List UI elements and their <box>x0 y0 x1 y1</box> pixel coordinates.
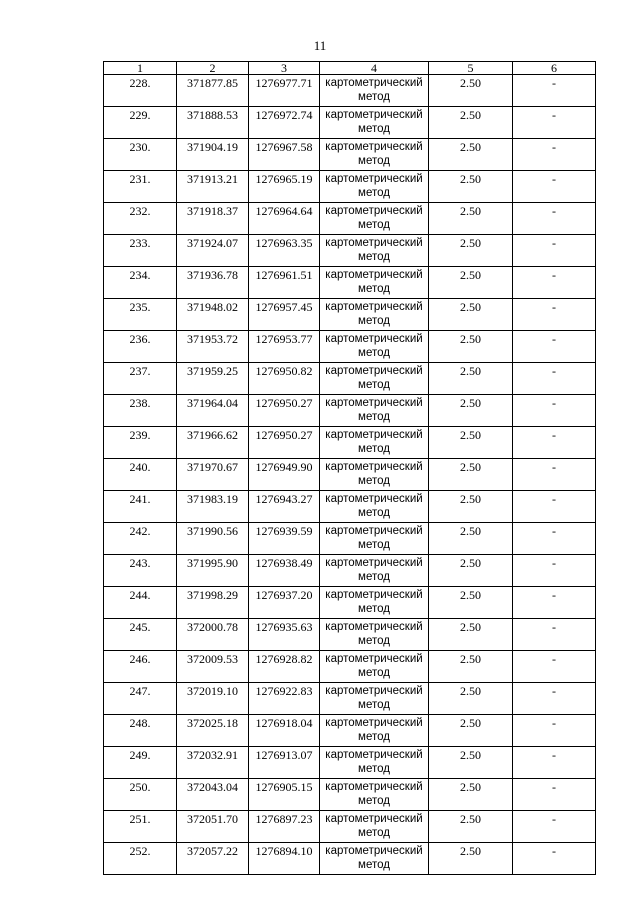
y-coordinate-cell: 1276918.04 <box>249 715 320 747</box>
x-coordinate-cell: 371888.53 <box>177 107 249 139</box>
method-cell: картометрический метод <box>320 811 429 843</box>
accuracy-cell: 2.50 <box>429 523 513 555</box>
description-cell: - <box>513 523 596 555</box>
accuracy-cell: 2.50 <box>429 651 513 683</box>
point-number-cell: 229. <box>104 107 177 139</box>
x-coordinate-cell: 371877.85 <box>177 75 249 107</box>
method-cell: картометрический метод <box>320 779 429 811</box>
accuracy-cell: 2.50 <box>429 459 513 491</box>
header-row <box>104 62 596 75</box>
description-cell: - <box>513 139 596 171</box>
description-cell: - <box>513 363 596 395</box>
y-coordinate-cell: 1276963.35 <box>249 235 320 267</box>
y-coordinate-cell: 1276897.23 <box>249 811 320 843</box>
method-cell: картометрический метод <box>320 683 429 715</box>
accuracy-cell: 2.50 <box>429 235 513 267</box>
accuracy-cell: 2.50 <box>429 747 513 779</box>
description-cell: - <box>513 299 596 331</box>
y-coordinate-cell: 1276937.20 <box>249 587 320 619</box>
table-row <box>104 555 596 587</box>
method-cell: картометрический метод <box>320 171 429 203</box>
y-coordinate-cell: 1276894.10 <box>249 843 320 875</box>
table-row <box>104 107 596 139</box>
x-coordinate-cell: 371966.62 <box>177 427 249 459</box>
y-coordinate-cell: 1276913.07 <box>249 747 320 779</box>
accuracy-cell: 2.50 <box>429 331 513 363</box>
description-cell: - <box>513 747 596 779</box>
coordinates-table <box>103 61 596 875</box>
x-coordinate-cell: 372032.91 <box>177 747 249 779</box>
point-number-cell: 240. <box>104 459 177 491</box>
point-number-cell: 230. <box>104 139 177 171</box>
description-cell: - <box>513 715 596 747</box>
x-coordinate-cell: 371913.21 <box>177 171 249 203</box>
table-row <box>104 619 596 651</box>
table-row <box>104 427 596 459</box>
table-row <box>104 811 596 843</box>
x-coordinate-cell: 371904.19 <box>177 139 249 171</box>
point-number-cell: 248. <box>104 715 177 747</box>
y-coordinate-cell: 1276972.74 <box>249 107 320 139</box>
x-coordinate-cell: 371959.25 <box>177 363 249 395</box>
table-row <box>104 235 596 267</box>
y-coordinate-cell: 1276977.71 <box>249 75 320 107</box>
x-coordinate-cell: 371918.37 <box>177 203 249 235</box>
accuracy-cell: 2.50 <box>429 363 513 395</box>
x-coordinate-cell: 372019.10 <box>177 683 249 715</box>
x-coordinate-cell: 372057.22 <box>177 843 249 875</box>
table-row <box>104 203 596 235</box>
method-cell: картометрический метод <box>320 491 429 523</box>
description-cell: - <box>513 235 596 267</box>
point-number-cell: 232. <box>104 203 177 235</box>
description-cell: - <box>513 683 596 715</box>
point-number-cell: 239. <box>104 427 177 459</box>
y-coordinate-cell: 1276943.27 <box>249 491 320 523</box>
accuracy-cell: 2.50 <box>429 555 513 587</box>
table-row <box>104 523 596 555</box>
point-number-cell: 249. <box>104 747 177 779</box>
x-coordinate-cell: 371953.72 <box>177 331 249 363</box>
table-row <box>104 491 596 523</box>
column-header-4: 4 <box>320 62 429 75</box>
method-cell: картометрический метод <box>320 235 429 267</box>
description-cell: - <box>513 843 596 875</box>
point-number-cell: 235. <box>104 299 177 331</box>
method-cell: картометрический метод <box>320 715 429 747</box>
y-coordinate-cell: 1276953.77 <box>249 331 320 363</box>
method-cell: картометрический метод <box>320 107 429 139</box>
point-number-cell: 250. <box>104 779 177 811</box>
table-row <box>104 843 596 875</box>
y-coordinate-cell: 1276949.90 <box>249 459 320 491</box>
method-cell: картометрический метод <box>320 139 429 171</box>
method-cell: картометрический метод <box>320 299 429 331</box>
table-row <box>104 299 596 331</box>
point-number-cell: 236. <box>104 331 177 363</box>
table-row <box>104 171 596 203</box>
method-cell: картометрический метод <box>320 587 429 619</box>
accuracy-cell: 2.50 <box>429 811 513 843</box>
accuracy-cell: 2.50 <box>429 267 513 299</box>
method-cell: картометрический метод <box>320 459 429 491</box>
y-coordinate-cell: 1276950.82 <box>249 363 320 395</box>
column-header-1: 1 <box>104 62 177 75</box>
method-cell: картометрический метод <box>320 267 429 299</box>
point-number-cell: 242. <box>104 523 177 555</box>
accuracy-cell: 2.50 <box>429 587 513 619</box>
description-cell: - <box>513 779 596 811</box>
table-row <box>104 587 596 619</box>
point-number-cell: 245. <box>104 619 177 651</box>
accuracy-cell: 2.50 <box>429 779 513 811</box>
description-cell: - <box>513 491 596 523</box>
accuracy-cell: 2.50 <box>429 843 513 875</box>
accuracy-cell: 2.50 <box>429 139 513 171</box>
method-cell: картометрический метод <box>320 651 429 683</box>
description-cell: - <box>513 587 596 619</box>
description-cell: - <box>513 555 596 587</box>
description-cell: - <box>513 75 596 107</box>
point-number-cell: 238. <box>104 395 177 427</box>
point-number-cell: 251. <box>104 811 177 843</box>
table-row <box>104 267 596 299</box>
description-cell: - <box>513 107 596 139</box>
x-coordinate-cell: 371924.07 <box>177 235 249 267</box>
y-coordinate-cell: 1276939.59 <box>249 523 320 555</box>
method-cell: картометрический метод <box>320 363 429 395</box>
y-coordinate-cell: 1276905.15 <box>249 779 320 811</box>
table-row <box>104 139 596 171</box>
method-cell: картометрический метод <box>320 843 429 875</box>
description-cell: - <box>513 395 596 427</box>
table-row <box>104 651 596 683</box>
accuracy-cell: 2.50 <box>429 171 513 203</box>
method-cell: картометрический метод <box>320 555 429 587</box>
y-coordinate-cell: 1276938.49 <box>249 555 320 587</box>
method-cell: картометрический метод <box>320 75 429 107</box>
table-row <box>104 715 596 747</box>
description-cell: - <box>513 171 596 203</box>
x-coordinate-cell: 372051.70 <box>177 811 249 843</box>
x-coordinate-cell: 371936.78 <box>177 267 249 299</box>
x-coordinate-cell: 371964.04 <box>177 395 249 427</box>
description-cell: - <box>513 331 596 363</box>
point-number-cell: 244. <box>104 587 177 619</box>
table-row <box>104 363 596 395</box>
point-number-cell: 246. <box>104 651 177 683</box>
table-row <box>104 331 596 363</box>
description-cell: - <box>513 427 596 459</box>
accuracy-cell: 2.50 <box>429 203 513 235</box>
x-coordinate-cell: 371990.56 <box>177 523 249 555</box>
method-cell: картометрический метод <box>320 331 429 363</box>
table-row <box>104 779 596 811</box>
y-coordinate-cell: 1276950.27 <box>249 427 320 459</box>
point-number-cell: 252. <box>104 843 177 875</box>
accuracy-cell: 2.50 <box>429 299 513 331</box>
point-number-cell: 234. <box>104 267 177 299</box>
method-cell: картометрический метод <box>320 203 429 235</box>
point-number-cell: 231. <box>104 171 177 203</box>
table-row <box>104 395 596 427</box>
y-coordinate-cell: 1276928.82 <box>249 651 320 683</box>
page-number: 11 <box>313 38 327 53</box>
point-number-cell: 241. <box>104 491 177 523</box>
point-number-cell: 247. <box>104 683 177 715</box>
x-coordinate-cell: 371983.19 <box>177 491 249 523</box>
column-header-6: 6 <box>513 62 596 75</box>
method-cell: картометрический метод <box>320 619 429 651</box>
column-header-2: 2 <box>177 62 249 75</box>
method-cell: картометрический метод <box>320 395 429 427</box>
x-coordinate-cell: 371995.90 <box>177 555 249 587</box>
table-row <box>104 747 596 779</box>
point-number-cell: 233. <box>104 235 177 267</box>
y-coordinate-cell: 1276935.63 <box>249 619 320 651</box>
accuracy-cell: 2.50 <box>429 395 513 427</box>
point-number-cell: 243. <box>104 555 177 587</box>
point-number-cell: 237. <box>104 363 177 395</box>
description-cell: - <box>513 651 596 683</box>
accuracy-cell: 2.50 <box>429 683 513 715</box>
accuracy-cell: 2.50 <box>429 715 513 747</box>
y-coordinate-cell: 1276967.58 <box>249 139 320 171</box>
accuracy-cell: 2.50 <box>429 427 513 459</box>
y-coordinate-cell: 1276922.83 <box>249 683 320 715</box>
table-row <box>104 459 596 491</box>
table-row <box>104 683 596 715</box>
description-cell: - <box>513 619 596 651</box>
column-header-5: 5 <box>429 62 513 75</box>
method-cell: картометрический метод <box>320 747 429 779</box>
x-coordinate-cell: 372025.18 <box>177 715 249 747</box>
description-cell: - <box>513 267 596 299</box>
x-coordinate-cell: 371970.67 <box>177 459 249 491</box>
accuracy-cell: 2.50 <box>429 75 513 107</box>
x-coordinate-cell: 372000.78 <box>177 619 249 651</box>
description-cell: - <box>513 459 596 491</box>
x-coordinate-cell: 372043.04 <box>177 779 249 811</box>
table-body <box>104 75 596 875</box>
accuracy-cell: 2.50 <box>429 107 513 139</box>
table-row <box>104 75 596 107</box>
description-cell: - <box>513 203 596 235</box>
y-coordinate-cell: 1276965.19 <box>249 171 320 203</box>
column-header-3: 3 <box>249 62 320 75</box>
x-coordinate-cell: 372009.53 <box>177 651 249 683</box>
y-coordinate-cell: 1276964.64 <box>249 203 320 235</box>
method-cell: картометрический метод <box>320 523 429 555</box>
x-coordinate-cell: 371998.29 <box>177 587 249 619</box>
y-coordinate-cell: 1276961.51 <box>249 267 320 299</box>
accuracy-cell: 2.50 <box>429 491 513 523</box>
accuracy-cell: 2.50 <box>429 619 513 651</box>
y-coordinate-cell: 1276957.45 <box>249 299 320 331</box>
method-cell: картометрический метод <box>320 427 429 459</box>
x-coordinate-cell: 371948.02 <box>177 299 249 331</box>
description-cell: - <box>513 811 596 843</box>
point-number-cell: 228. <box>104 75 177 107</box>
table-header <box>104 62 596 75</box>
y-coordinate-cell: 1276950.27 <box>249 395 320 427</box>
